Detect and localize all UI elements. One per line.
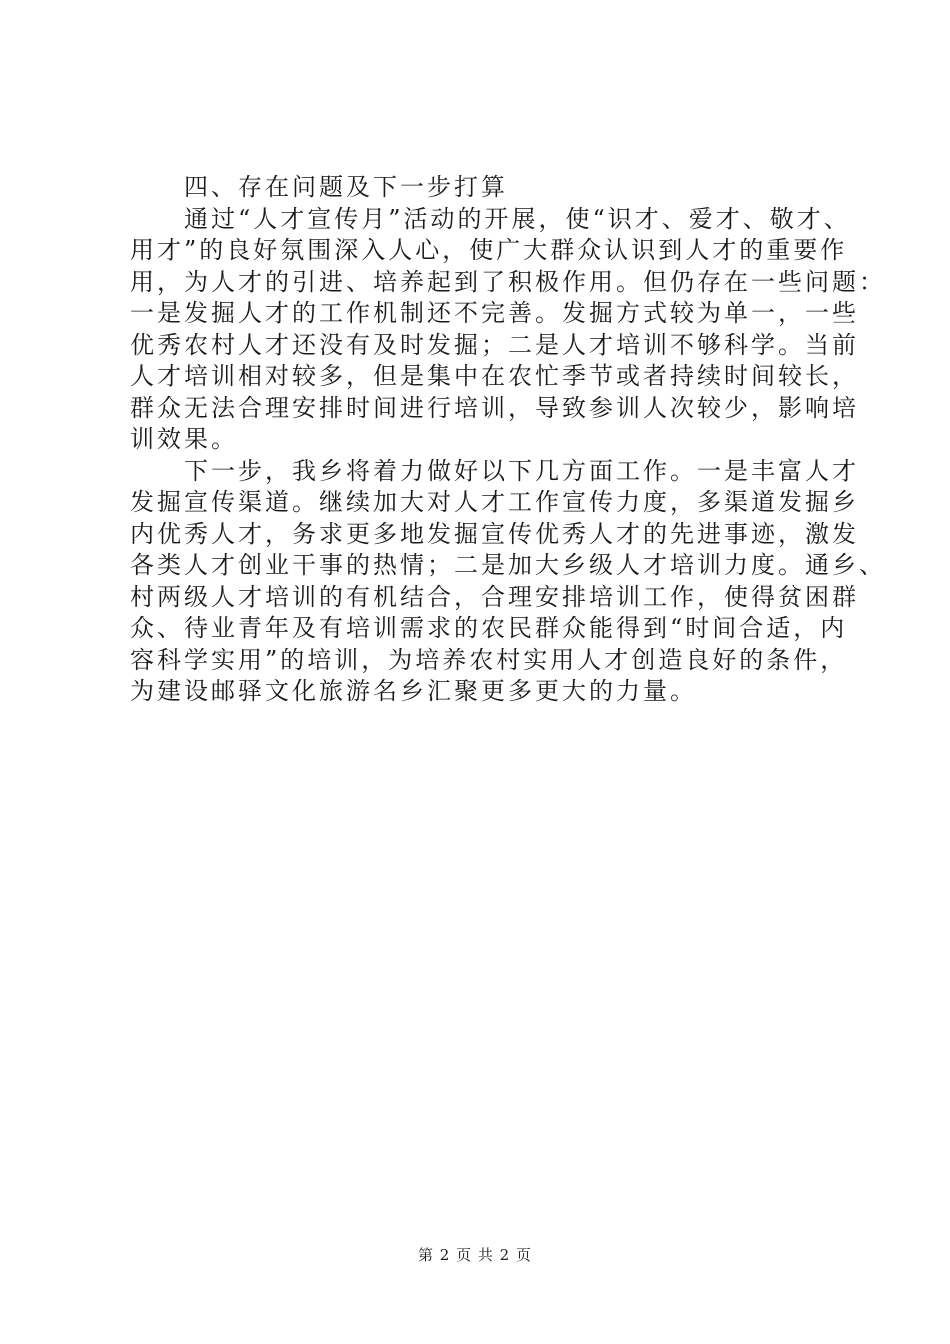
paragraph-line: 用，为人才的引进、培养起到了积极作用。但仍存在一些问题： [130,267,886,296]
paragraph-line: 为建设邮驿文化旅游名乡汇聚更多更大的力量。 [130,677,697,705]
paragraph-line: 内优秀人才，务求更多地发掘宣传优秀人才的先进事迹，激发 [130,519,859,548]
paragraph-line: 下一步，我乡将着力做好以下几方面工作。一是丰富人才 [184,456,859,485]
paragraph-line: 村两级人才培训的有机结合，合理安排培训工作，使得贫困群 [130,582,859,611]
section-heading: 四、存在问题及下一步打算 [184,173,508,201]
paragraph-line: 发掘宣传渠道。继续加大对人才工作宣传力度，多渠道发掘乡 [130,488,859,516]
paragraph-line: 群众无法合理安排时间进行培训，导致参训人次较少，影响培 [130,393,859,422]
paragraph-1 [130,204,886,456]
paragraph-line: 训效果。 [130,425,238,453]
paragraph-2 [130,456,886,708]
paragraph-line: 众、待业青年及有培训需求的农民群众能得到“时间合适，内 [130,614,848,642]
page-number-footer: 第 2 页 共 2 页 [418,1246,532,1264]
paragraph-line: 一是发掘人才的工作机制还不完善。发掘方式较为单一，一些 [130,299,859,327]
paragraph-line: 各类人才创业干事的热情；二是加大乡级人才培训力度。通乡、 [130,551,886,579]
paragraph-line: 人才培训相对较多，但是集中在农忙季节或者持续时间较长， [130,362,859,390]
document-body [130,172,886,708]
paragraph-line: 容科学实用”的培训，为培养农村实用人才创造良好的条件， [130,645,848,674]
paragraph-line: 通过“人才宣传月”活动的开展，使“识才、爱才、敬才、 [184,204,851,233]
paragraph-line: 优秀农村人才还没有及时发掘；二是人才培训不够科学。当前 [130,330,859,359]
paragraph-line: 用才”的良好氛围深入人心，使广大群众认识到人才的重要作 [130,236,848,264]
